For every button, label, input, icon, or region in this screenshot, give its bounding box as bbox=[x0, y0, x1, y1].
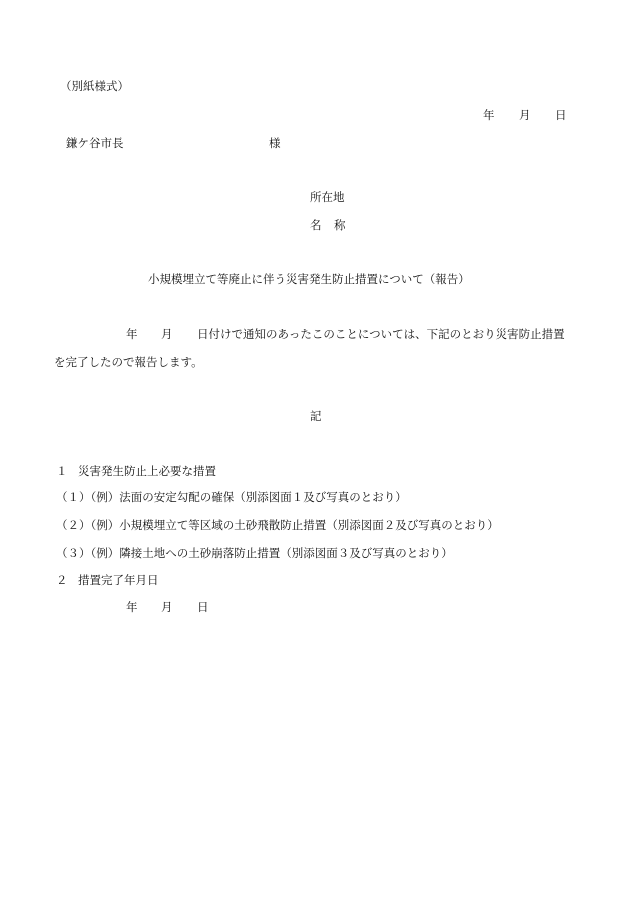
body-line-1: 日付けで通知のあったこのことについては、下記のとおり災害防止措置 bbox=[197, 327, 565, 341]
sender-name-label-1: 名 bbox=[310, 218, 322, 232]
section2-title: 措置完了年月日 bbox=[78, 573, 159, 587]
section2-month-label: 月 bbox=[161, 600, 173, 614]
addressee-honorific: 様 bbox=[269, 136, 281, 150]
document-title: 小規模埋立て等廃止に伴う災害発生防止措置について（報告） bbox=[148, 272, 470, 286]
section1-number: １ bbox=[56, 464, 68, 478]
section1-item-3: （３）（例）隣接土地への土砂崩落防止措置（別添図面３及び写真のとおり） bbox=[56, 546, 453, 560]
section2-year-label: 年 bbox=[126, 600, 138, 614]
date-year-label: 年 bbox=[483, 108, 495, 122]
date-day-label: 日 bbox=[555, 108, 567, 122]
form-label: （別紙様式） bbox=[60, 79, 129, 93]
sender-location-label: 所在地 bbox=[310, 190, 345, 204]
ki-heading: 記 bbox=[310, 409, 322, 423]
sender-name-label-2: 称 bbox=[334, 218, 346, 232]
section1-item-2: （２）（例）小規模埋立て等区域の土砂飛散防止措置（別添図面２及び写真のとおり） bbox=[56, 518, 499, 532]
date-month-label: 月 bbox=[519, 108, 531, 122]
body-line-2: を完了したので報告します。 bbox=[54, 355, 203, 369]
section1-title: 災害発生防止上必要な措置 bbox=[78, 464, 216, 478]
section2-number: ２ bbox=[56, 573, 68, 587]
section2-day-label: 日 bbox=[197, 600, 209, 614]
body-year-label: 年 bbox=[126, 327, 138, 341]
addressee-name: 鎌ケ谷市長 bbox=[66, 136, 124, 150]
section1-item-1: （１）（例）法面の安定勾配の確保（別添図面１及び写真のとおり） bbox=[56, 490, 407, 504]
body-month-label: 月 bbox=[161, 327, 173, 341]
